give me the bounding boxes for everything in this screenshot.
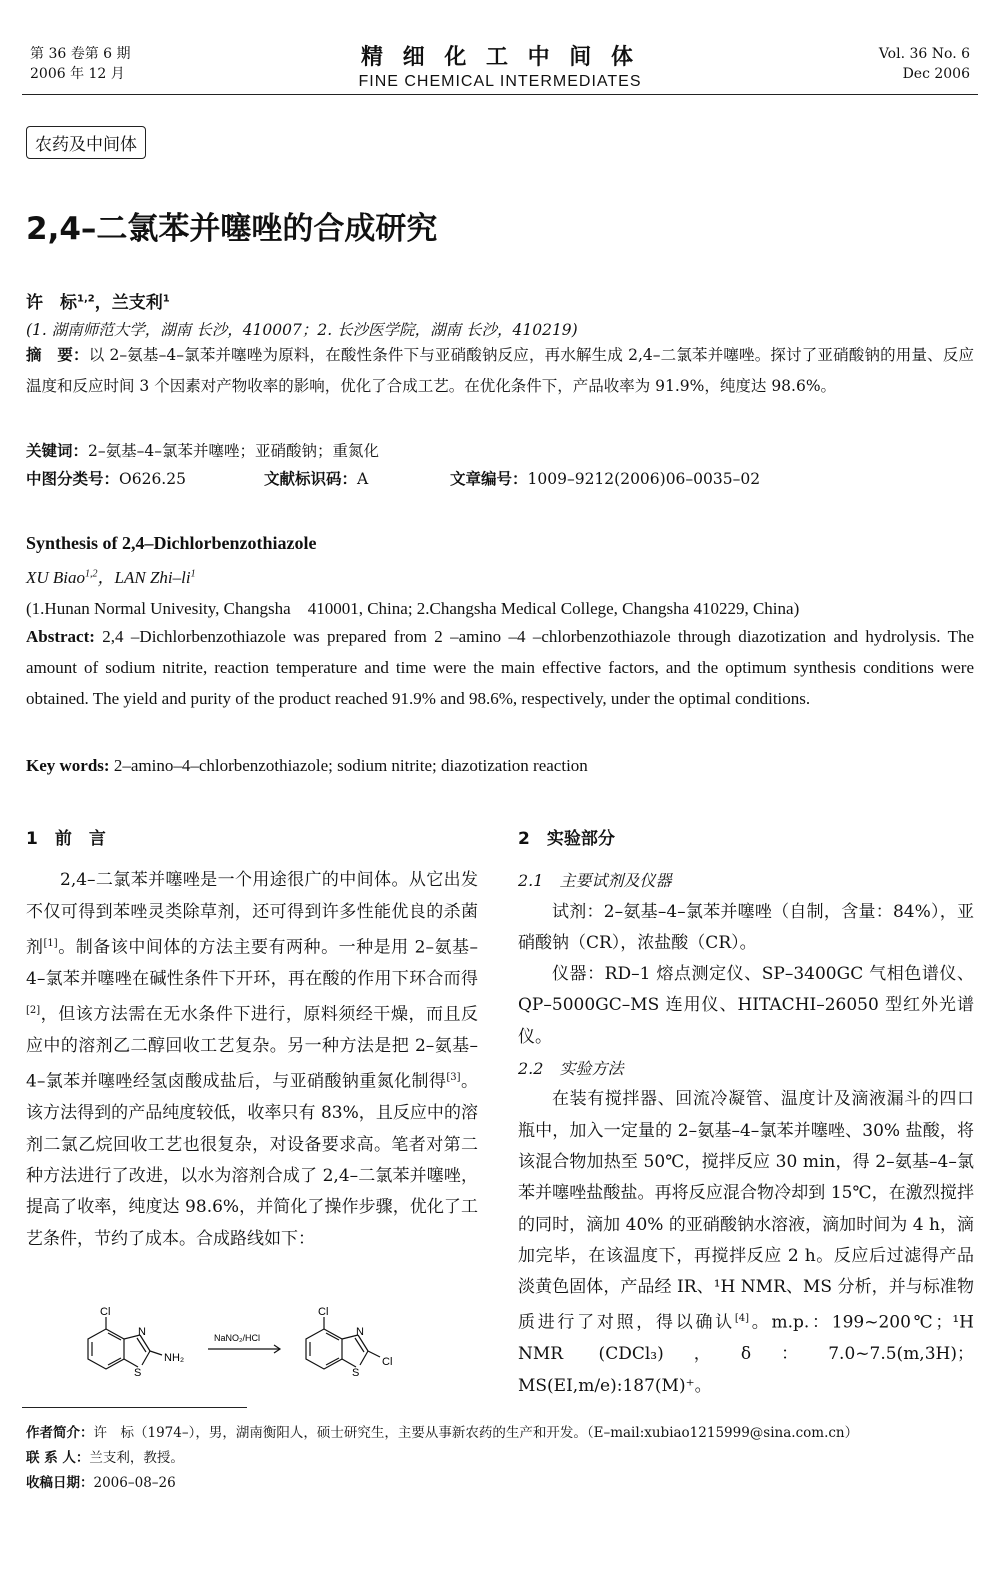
citation-1: [1] (43, 937, 58, 949)
authors-zh (26, 288, 170, 313)
method-paragraph (518, 1084, 974, 1402)
authors-en (26, 563, 196, 588)
author-en-2: ，LAN Zhi–li (97, 568, 191, 587)
journal-title-en: FINE CHEMICAL INTERMEDIATES (358, 73, 642, 90)
keywords-en-text: 2–amino–4–chlorbenzothiazole; sodium nitrite; diazotization reaction (109, 756, 588, 775)
clc-value: O626.25 (119, 470, 186, 488)
reactant-cl: Cl (100, 1306, 111, 1318)
doc-code-value: A (357, 470, 369, 488)
abstract-zh-text: 以 2–氨基–4–氯苯并噻唑为原料，在酸性条件下与亚硝酸钠反应，再水解生成 2,4–二氯苯并噻唑。探讨了亚硝酸钠的用量、反应温度和反应时间 3 个因素对产物收率的影响，优化了合成工艺。在优化条件下，产品收率为 91.9%，纯度达 98.6%。 (26, 346, 974, 395)
section-experimental (518, 824, 974, 1402)
subsection-2-1-heading: 2.1 主要试剂及仪器 (518, 871, 672, 891)
method-text-b: 。m.p.：199~200℃；¹H NMR (CDCl₃)，δ：7.0~7.5(m,3H)；MS(EI,m/e):187(M)⁺。 (518, 1313, 974, 1396)
issue-volume: 第 36 卷第 6 期 (30, 46, 131, 62)
received-text: 2006–08–26 (93, 1475, 176, 1491)
classification-line (26, 467, 974, 489)
product-n: N (356, 1326, 364, 1338)
article-title-en: Synthesis of 2,4–Dichlorbenzothiazole (26, 533, 317, 553)
reactant-n: N (138, 1326, 146, 1338)
abstract-zh (26, 340, 974, 402)
author-1-sup: 1,2 (77, 293, 95, 305)
intro-text-b: 。制备该中间体的方法主要有两种。一种是用 2–氨基–4–氯苯并噻唑在碱性条件下开环，再在酸的作用下环合而得 (26, 937, 479, 989)
section-1-paragraph (26, 865, 478, 1255)
contact-person (26, 1446, 858, 1471)
abstract-en (26, 621, 974, 714)
citation-4: [4] (734, 1313, 750, 1325)
contact-label: 联 系 人： (26, 1450, 90, 1466)
keywords-en-label: Key words: (26, 756, 110, 775)
section-introduction (26, 824, 478, 1255)
author-en-1-sup: 1,2 (85, 568, 98, 580)
product-s: S (352, 1367, 360, 1379)
abstract-en-text: 2,4 –Dichlorbenzothiazole was prepared from 2 –amino –4 –chlorbenzothiazole through diazotization and hydrolysis. The amount of sodium nitrite, reaction temperature and time were the main effective factors, and the optimum synthesis conditions were obtained. The yield and purity of the product reached 91.9% and 98.6%, respectively, under the optimal conditions. (26, 627, 974, 708)
reaction-scheme (76, 1305, 436, 1387)
column-tag: 农药及中间体 (26, 126, 146, 159)
product-cl-top: Cl (318, 1306, 329, 1318)
instruments-paragraph: 仪器：RD–1 熔点测定仪、SP–3400GC 气相色谱仪、QP–5000GC–MS 连用仪、HITACHI–26050 型红外光谱仪。 (518, 964, 974, 1047)
keywords-zh (26, 436, 974, 467)
subsection-2-2-heading: 2.2 实验方法 (518, 1059, 624, 1079)
date-en: Dec 2006 (902, 66, 970, 82)
product-cl: Cl (382, 1356, 393, 1368)
reagents-paragraph: 试剂：2–氨基–4–氯苯并噻唑（自制，含量：84%），亚硝酸钠（CR），浓盐酸（CR）。 (518, 901, 974, 953)
received-date (26, 1471, 858, 1496)
intro-text-c: ，但该方法需在无水条件下进行，原料须经干燥，而且反应中的溶剂乙二醇回收工艺复杂。另一种方法是把 2–氨基–4–氯苯并噻唑经氢卤酸成盐后，与亚硝酸钠重氮化制得 (26, 1004, 478, 1093)
article-title-zh: 2,4–二氯苯并噻唑的合成研究 (26, 211, 438, 247)
abstract-zh-label: 摘 要： (26, 346, 89, 364)
footnotes (26, 1421, 858, 1496)
reaction-arrow (208, 1345, 280, 1353)
product-structure (306, 1317, 380, 1369)
reactant-structure (88, 1317, 162, 1369)
received-label: 收稿日期： (26, 1475, 94, 1491)
author-2: ，兰支利 (94, 293, 163, 313)
article-no-label: 文章编号： (450, 470, 528, 488)
volume-en: Vol. 36 No. 6 (878, 46, 970, 62)
bio-label: 作者简介： (26, 1425, 94, 1441)
doc-code-label: 文献标识码： (264, 470, 358, 488)
section-2-heading: 2 实验部分 (518, 829, 615, 849)
affiliation-zh: (1. 湖南师范大学，湖南 长沙，410007；2. 长沙医学院，湖南 长沙，410219) (26, 321, 578, 339)
keywords-zh-text: 2–氨基–4–氯苯并噻唑；亚硝酸钠；重氮化 (88, 442, 379, 460)
citation-3: [3] (446, 1072, 461, 1084)
issue-info-en (879, 44, 970, 84)
author-en-1: XU Biao (26, 568, 86, 587)
bio-text: 许 标（1974–），男，湖南衡阳人，硕士研究生，主要从事新农药的生产和开发。（E–mail:xubiao1215999@sina.com.cn） (93, 1425, 859, 1441)
abstract-en-label: Abstract: (26, 627, 95, 646)
affiliation-en: (1.Hunan Normal Univesity, Changsha 410001, China; 2.Changsha Medical College, Changsha 410229, China) (26, 599, 800, 618)
contact-text: 兰支利，教授。 (89, 1450, 184, 1466)
journal-title (0, 40, 1000, 91)
section-1-heading: 1 前 言 (26, 829, 106, 849)
reactant-s: S (134, 1367, 142, 1379)
author-2-sup: 1 (162, 293, 170, 305)
header-rule (22, 94, 978, 95)
author-1: 许 标 (26, 293, 77, 313)
reactant-nh2: NH₂ (164, 1352, 185, 1364)
method-text-a: 在装有搅拌器、回流冷凝管、温度计及滴液漏斗的四口瓶中，加入一定量的 2–氨基–4–氯苯并噻唑、30% 盐酸，将该混合物加热至 50℃，搅拌反应 30 min，得 2–氨基–4–氯苯并噻唑盐酸盐。再将反应混合物冷却到 15℃，在激烈搅拌的同时，滴加 40% 的亚硝酸钠水溶液，滴加时间为 4 h，滴加完毕，在该温度下，再搅拌反应 2 h。反应后过滤得产品淡黄色固体，产品经 IR、¹H NMR、MS 分析，并与标准物质进行了对照，得以确认 (518, 1089, 974, 1334)
intro-text-a: 2,4–二氯苯并噻唑是一个用途很广的中间体。从它出发不仅可得到苯唑灵类除草剂，还可得到许多性能优良的杀菌剂 (26, 870, 478, 958)
journal-title-zh: 精 细 化 工 中 间 体 (361, 45, 639, 70)
citation-2: [2] (26, 1005, 41, 1017)
clc-label: 中图分类号： (26, 470, 120, 488)
author-en-2-sup: 1 (190, 568, 196, 580)
author-bio (26, 1421, 858, 1446)
reagent-label: NaNO₂/HCl (214, 1333, 260, 1343)
footnote-rule (22, 1407, 247, 1408)
article-no-value: 1009–9212(2006)06–0035–02 (527, 470, 761, 488)
issue-date: 2006 年 12 月 (30, 66, 125, 82)
keywords-en (26, 750, 974, 781)
intro-text-d: 。该方法得到的产品纯度较低，收率只有 83%，且反应中的溶剂二氯乙烷回收工艺也很复杂，对设备要求高。笔者对第二种方法进行了改进，以水为溶剂合成了 2,4–二氯苯并噻唑，提高了收率，纯度达 98.6%，并简化了操作步骤，优化了工艺条件，节约了成本。合成路线如下： (26, 1072, 478, 1249)
keywords-zh-label: 关键词： (26, 442, 89, 460)
